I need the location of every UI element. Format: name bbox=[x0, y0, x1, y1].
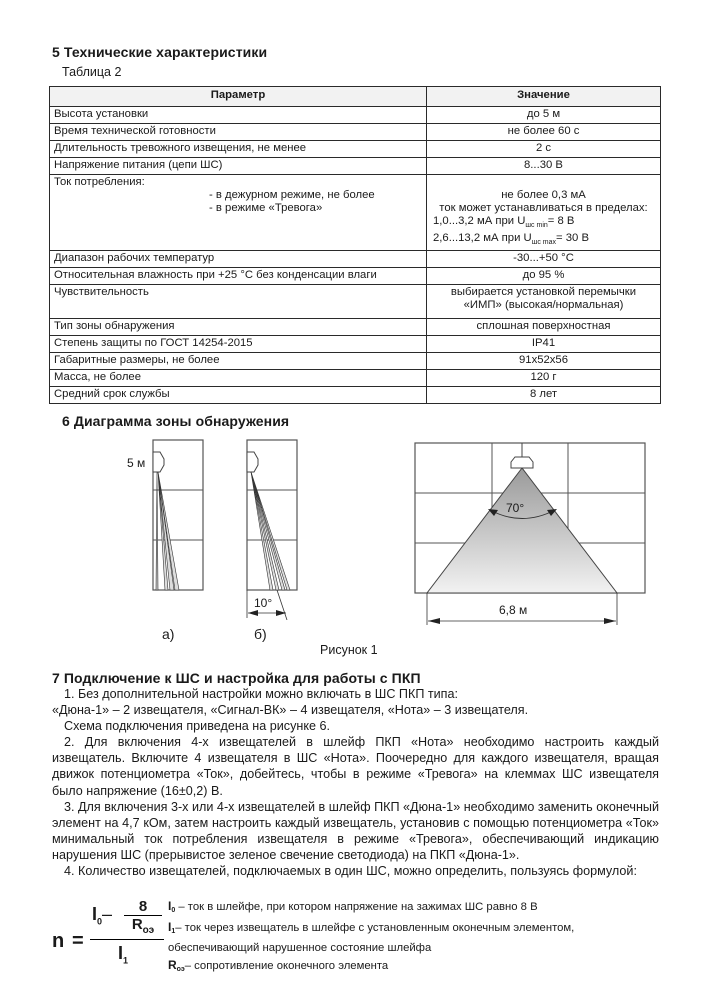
panel-b-label: б) bbox=[254, 626, 267, 642]
panel-a-label: а) bbox=[162, 626, 175, 642]
paragraph-1-line-1: 1. Без дополнительной настройки можно включать в ШС ПКП типа: bbox=[64, 687, 458, 701]
formula-equals: = bbox=[72, 930, 84, 952]
value-cell: 91x52x56 bbox=[427, 353, 661, 370]
param-cell: Относительная влажность при +25 °С без конденсации влаги bbox=[50, 268, 427, 285]
section-5-title: 5 Технические характеристики bbox=[52, 44, 268, 60]
value-cell: сплошная поверхностная bbox=[427, 319, 661, 336]
width-label: 6,8 м bbox=[499, 603, 528, 617]
section-7-body bbox=[52, 686, 659, 879]
legend-roe: $R_{оэ}-$ сопротивление оконечного элемента bbox=[168, 958, 389, 973]
param-cell: Длительность тревожного извещения, не менее bbox=[50, 141, 427, 158]
angle-10-label: 10° bbox=[254, 596, 273, 610]
value-alarm-note: ток может устанавливаться в пределах: bbox=[439, 202, 648, 214]
table-header-row bbox=[50, 87, 661, 107]
param-current-standby: - в дежурном режиме, не более bbox=[209, 189, 375, 201]
table-row bbox=[50, 158, 661, 175]
diagram-top-view bbox=[410, 435, 655, 625]
table-row bbox=[50, 285, 661, 319]
table-row bbox=[50, 268, 661, 285]
value-cell: 8 лет bbox=[427, 387, 661, 404]
value-cell: не более 60 с bbox=[427, 124, 661, 141]
param-cell: Масса, не более bbox=[50, 370, 427, 387]
table-row bbox=[50, 124, 661, 141]
table-caption: Таблица 2 bbox=[62, 65, 122, 79]
param-cell: Степень защиты по ГОСТ 14254-2015 bbox=[50, 336, 427, 353]
paragraph-4: 4. Количество извещателей, подключаемых в один ШС, можно определить, пользуясь формулой: bbox=[64, 864, 637, 879]
legend-i1-cont: обеспечивающий нарушенное состояние шлейфа bbox=[168, 942, 432, 954]
value-alarm-min: 1,0...3,2 мА при $U_{шс min}= 8$ В bbox=[433, 215, 575, 229]
param-cell: Средний срок службы bbox=[50, 387, 427, 404]
paragraph-2: 2. Для включения 4-х извещателей в шлейф ПКП «Нота» необходимо настроить каждый извещатель. Включите 4 извещателя в ШС «Нота». Поочередно для каждого извещателя, вращая движок потенциометра «Ток», добейтесь, чтобы в режиме «Тревога» на клеммах ШС извещателя было напряжение (16±0,2) В. bbox=[52, 735, 659, 798]
formula-main-bar bbox=[90, 939, 164, 940]
table-row bbox=[50, 370, 661, 387]
value-cell: 8...30 В bbox=[427, 158, 661, 175]
value-cell bbox=[427, 175, 661, 251]
table-row bbox=[50, 251, 661, 268]
value-cell: 120 г bbox=[427, 370, 661, 387]
paragraph-1-line-3: Схема подключения приведена на рисунке 6. bbox=[64, 719, 330, 734]
table-row bbox=[50, 336, 661, 353]
table-row bbox=[50, 353, 661, 370]
figure-caption: Рисунок 1 bbox=[320, 643, 378, 657]
table-row bbox=[50, 319, 661, 336]
param-cell: Чувствительность bbox=[50, 285, 427, 319]
formula bbox=[52, 898, 162, 968]
value-cell: до 95 % bbox=[427, 268, 661, 285]
table-row bbox=[50, 107, 661, 124]
paragraph-1-line-2: «Дюна-1» – 2 извещателя, «Сигнал-ВК» – 4 извещателя, «Нота» – 3 извещателя. bbox=[52, 703, 529, 718]
param-cell: Габаритные размеры, не более bbox=[50, 353, 427, 370]
section-7-title: 7 Подключение к ШС и настройка для работы с ПКП bbox=[52, 670, 421, 686]
spec-table bbox=[49, 86, 661, 404]
formula-n: n bbox=[52, 930, 65, 952]
table-row bbox=[50, 141, 661, 158]
param-cell: Высота установки bbox=[50, 107, 427, 124]
value-cell: 2 с bbox=[427, 141, 661, 158]
param-cell: Диапазон рабочих температур bbox=[50, 251, 427, 268]
table-row-current bbox=[50, 175, 661, 251]
height-label: 5 м bbox=[127, 456, 146, 470]
diagram-side-view-b bbox=[240, 435, 320, 620]
header-parameter: Параметр bbox=[50, 87, 427, 107]
value-cell: до 5 м bbox=[427, 107, 661, 124]
param-cell: Время технической готовности bbox=[50, 124, 427, 141]
param-current-alarm: - в режиме «Тревога» bbox=[209, 202, 323, 214]
header-value: Значение bbox=[427, 87, 661, 107]
table-row bbox=[50, 387, 661, 404]
section-6-title: 6 Диаграмма зоны обнаружения bbox=[62, 413, 290, 429]
value-cell: выбирается установкой перемычки «ИМП» (высокая/нормальная) bbox=[427, 285, 661, 319]
value-cell: -30...+50 °С bbox=[427, 251, 661, 268]
paragraph-3: 3. Для включения 3-х или 4-х извещателей в шлейф ПКП «Дюна-1» необходимо заменить оконечный элемент на 4,7 кОм, затем настроить каждый извещатель, установив с помощью потенциометра «Ток» минимальный ток потребления извещателя в режиме «Тревога», обеспечивающий индикацию нарушения ШС (прерывистое зеленое свечение светодиода) на ПКП «Дюна-1». bbox=[52, 799, 659, 862]
formula-denominator-i1: $I_1$ bbox=[118, 943, 129, 966]
param-cell: Напряжение питания (цепи ШС) bbox=[50, 158, 427, 175]
value-cell: IP41 bbox=[427, 336, 661, 353]
formula-legend bbox=[168, 898, 663, 978]
angle-70-label: 70° bbox=[506, 501, 525, 515]
param-cell: Тип зоны обнаружения bbox=[50, 319, 427, 336]
legend-i1: $I_1-$ ток через извещатель в шлейфе с установленным оконечным элементом, bbox=[168, 920, 575, 935]
param-cell bbox=[50, 175, 427, 251]
formula-numerator-i0: $I_0-$ bbox=[92, 904, 113, 927]
formula-inner-fraction: 8 $R_{оэ}$ bbox=[124, 898, 162, 939]
value-alarm-max: 2,6...13,2 мА при $U_{шс max}= 30$ В bbox=[433, 232, 589, 246]
param-current-label: Ток потребления: bbox=[54, 176, 145, 188]
value-standby: не более 0,3 мА bbox=[501, 189, 586, 201]
legend-i0: $I_0$ – ток в шлейфе, при котором напряжение на зажимах ШС равно 8 В bbox=[168, 899, 538, 914]
sensor-icon bbox=[511, 457, 533, 468]
